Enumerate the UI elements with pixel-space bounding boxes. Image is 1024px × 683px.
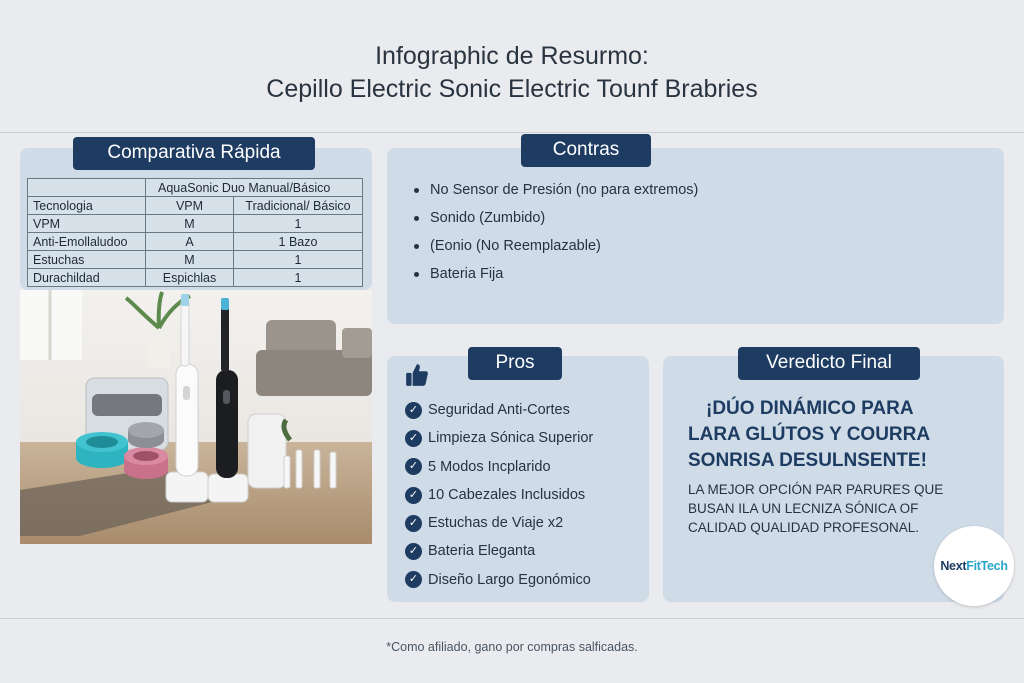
verdict-headline-line: ¡DÚO DINÁMICO PARA	[706, 398, 914, 419]
verdict-body-line: BUSAN ILA UN LECNIZA SÓNICA OF	[688, 501, 919, 516]
bullet-icon	[414, 188, 419, 193]
table-cell: 1 Bazo	[234, 233, 363, 251]
contras-list	[414, 176, 698, 288]
pros-badge: Pros	[468, 347, 562, 380]
table-cell: VPM	[146, 197, 234, 215]
list-item: No Sensor de Presión (no para extremos)	[414, 176, 698, 204]
table-row	[28, 269, 363, 287]
page-title	[0, 40, 1024, 106]
table-cell: Tecnologia	[28, 197, 146, 215]
table-header-cell: AquaSonic Duo Manual/Básico	[146, 179, 363, 197]
table-cell: 1	[234, 251, 363, 269]
list-item: ✓ Diseño Largo Egonómico	[405, 566, 593, 594]
table-row	[28, 233, 363, 251]
logo-text-part1: Next	[940, 559, 967, 573]
product-photo	[20, 290, 372, 544]
check-icon: ✓	[405, 515, 422, 532]
table-cell: M	[146, 215, 234, 233]
verdict-headline-line: SONRISA DESULNSENTE!	[688, 450, 927, 471]
product-scene-illustration	[20, 290, 372, 544]
verdict-body-line: CALIDAD QUALIDAD PROFESONAL.	[688, 520, 920, 535]
table-cell: 1	[234, 269, 363, 287]
bottom-divider	[0, 618, 1024, 619]
list-item: Sonido (Zumbido)	[414, 204, 698, 232]
table-header-cell	[28, 179, 146, 197]
table-cell: Durachildad	[28, 269, 146, 287]
verdict-badge: Veredicto Final	[738, 347, 920, 380]
brand-logo	[934, 526, 1014, 606]
check-icon: ✓	[405, 571, 422, 588]
list-item: Bateria Fija	[414, 260, 698, 288]
comparison-badge: Comparativa Rápida	[73, 137, 315, 170]
list-item: (Eonio (No Reemplazable)	[414, 232, 698, 260]
logo-text-part2: FitTech	[966, 559, 1008, 573]
thumbs-up-icon	[404, 362, 430, 388]
comparison-table	[27, 178, 363, 287]
list-item: ✓ 5 Modos Incplarido	[405, 453, 593, 481]
table-row	[28, 197, 363, 215]
title-line-2: Cepillo Electric Sonic Electric Tounf Brabries	[266, 75, 758, 103]
bullet-icon	[414, 244, 419, 249]
check-icon: ✓	[405, 487, 422, 504]
list-item: ✓ Seguridad Anti-Cortes	[405, 396, 593, 424]
list-item: ✓ Limpieza Sónica Superior	[405, 424, 593, 452]
table-cell: M	[146, 251, 234, 269]
verdict-body	[688, 480, 988, 537]
check-icon: ✓	[405, 402, 422, 419]
table-cell: Estuchas	[28, 251, 146, 269]
table-row	[28, 251, 363, 269]
table-cell: 1	[234, 215, 363, 233]
bullet-icon	[414, 216, 419, 221]
table-row	[28, 215, 363, 233]
top-divider	[0, 132, 1024, 133]
list-item: ✓ Bateria Eleganta	[405, 537, 593, 565]
verdict-headline	[680, 396, 980, 474]
table-cell: Anti-Emollaludoo	[28, 233, 146, 251]
check-icon: ✓	[405, 543, 422, 560]
table-cell: VPM	[28, 215, 146, 233]
check-icon: ✓	[405, 430, 422, 447]
table-cell: Tradicional/ Básico	[234, 197, 363, 215]
title-line-1: Infographic de Resurmo:	[375, 42, 649, 70]
affiliate-disclaimer: *Como afiliado, gano por compras salficadas.	[386, 640, 638, 654]
list-item: ✓ 10 Cabezales Inclusidos	[405, 481, 593, 509]
contras-badge: Contras	[521, 134, 651, 167]
list-item: ✓ Estuchas de Viaje x2	[405, 509, 593, 537]
table-header-row	[28, 179, 363, 197]
pros-list	[405, 396, 593, 594]
table-cell: A	[146, 233, 234, 251]
verdict-body-line: LA MEJOR OPCIÓN PAR PARURES QUE	[688, 482, 944, 497]
check-icon: ✓	[405, 458, 422, 475]
bullet-icon	[414, 272, 419, 277]
table-cell: Espichlas	[146, 269, 234, 287]
verdict-headline-line: LARA GLÚTOS Y COURRA	[688, 424, 931, 445]
